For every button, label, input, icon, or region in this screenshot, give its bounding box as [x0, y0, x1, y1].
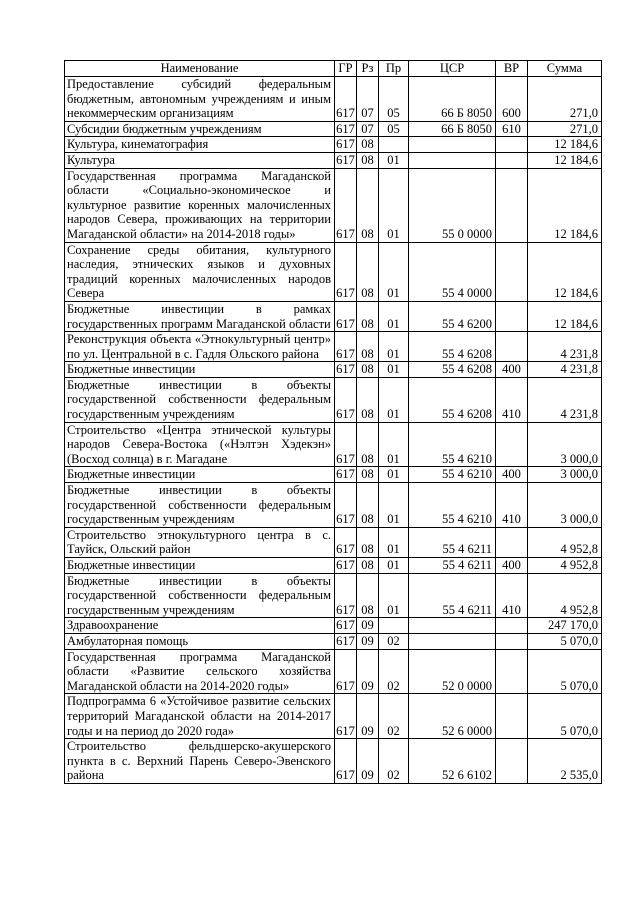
cell-rz: 09 — [357, 739, 379, 784]
cell-rz: 08 — [357, 483, 379, 528]
cell-sum: 5 070,0 — [528, 694, 602, 739]
cell-pr — [379, 137, 409, 153]
cell-gr: 617 — [336, 121, 355, 136]
cell-vr — [496, 152, 528, 168]
cell-csr: 55 4 6208 — [409, 377, 496, 422]
table-row — [65, 483, 602, 528]
cell-pr: 01 — [379, 573, 409, 618]
cell-gr: 617 — [335, 77, 357, 122]
cell-name: Амбулаторная помощь — [65, 633, 335, 649]
cell-sum: 3 000,0 — [528, 483, 602, 528]
table-row — [65, 377, 602, 422]
cell-name: Строительство этнокультурного центра в с. Тауйск, Ольский район — [65, 527, 335, 557]
cell-vr — [496, 137, 528, 153]
table-row — [65, 649, 602, 694]
cell-gr: 617 — [335, 332, 357, 362]
cell-gr: 617 — [336, 137, 355, 152]
cell-gr: 617 — [335, 483, 357, 528]
cell-name: Реконструкция объекта «Этнокультурный центр» по ул. Центральной в с. Гадля Ольского района — [65, 332, 335, 362]
cell-csr: 55 4 6210 — [409, 483, 496, 528]
table-row — [65, 152, 602, 168]
table-row — [65, 467, 602, 483]
cell-name: Бюджетные инвестиции — [65, 362, 335, 378]
cell-name: Строительство фельдшерско-акушерского пункта в с. Верхний Парень Северо-Эвенского района — [65, 739, 335, 784]
cell-name: Строительство «Центра этнической культуры народов Севера-Востока («Нэлтэн Хэдекэн» (Восход солнца) в г. Магадане — [65, 422, 335, 467]
cell-rz: 08 — [357, 301, 379, 331]
cell-vr — [496, 332, 528, 362]
cell-sum: 12 184,6 — [528, 242, 602, 301]
cell-rz: 08 — [357, 152, 379, 168]
cell-csr: 52 6 6102 — [409, 739, 496, 784]
header-vr: ВР — [496, 61, 528, 77]
cell-pr: 01 — [379, 483, 409, 528]
table-row — [65, 121, 602, 137]
cell-gr: 617 — [335, 573, 357, 618]
cell-pr: 01 — [379, 152, 409, 168]
table-row — [65, 301, 602, 331]
cell-sum: 5 070,0 — [528, 633, 602, 649]
cell-vr — [496, 618, 528, 634]
cell-csr: 55 4 6211 — [409, 573, 496, 618]
cell-name: Сохранение среды обитания, культурного наследия, этнических языков и духовных традиций коренных малочисленных народов Севера — [65, 242, 335, 301]
cell-csr: 66 Б 8050 — [409, 77, 496, 122]
cell-gr: 617 — [335, 168, 357, 242]
cell-name: Здравоохранение — [65, 618, 335, 634]
cell-gr: 617 — [336, 618, 355, 633]
cell-sum: 271,0 — [528, 77, 602, 122]
cell-name: Субсидии бюджетным учреждениям — [65, 121, 335, 137]
table-row — [65, 168, 602, 242]
cell-sum: 271,0 — [528, 121, 602, 137]
cell-sum: 4 231,8 — [528, 377, 602, 422]
cell-vr — [496, 527, 528, 557]
header-sum: Сумма — [528, 61, 602, 77]
cell-vr: 410 — [496, 377, 528, 422]
cell-sum: 3 000,0 — [528, 422, 602, 467]
cell-gr: 617 — [335, 422, 357, 467]
cell-gr: 617 — [335, 527, 357, 557]
cell-csr: 55 4 6208 — [409, 362, 496, 378]
cell-rz: 08 — [357, 137, 379, 153]
table-row — [65, 694, 602, 739]
table-row — [65, 573, 602, 618]
cell-csr: 55 4 6211 — [409, 558, 496, 574]
cell-csr: 55 4 6210 — [409, 467, 496, 483]
table-row — [65, 242, 602, 301]
cell-sum: 3 000,0 — [528, 467, 602, 483]
cell-vr — [496, 633, 528, 649]
cell-pr: 02 — [379, 649, 409, 694]
cell-vr: 400 — [496, 362, 528, 378]
cell-rz: 08 — [357, 527, 379, 557]
cell-gr: 617 — [335, 377, 357, 422]
cell-gr: 617 — [336, 152, 355, 167]
cell-vr: 400 — [496, 558, 528, 574]
cell-rz: 07 — [357, 77, 379, 122]
cell-vr — [496, 168, 528, 242]
cell-sum: 4 952,8 — [528, 558, 602, 574]
cell-vr: 400 — [496, 467, 528, 483]
cell-rz: 09 — [357, 694, 379, 739]
cell-vr — [496, 739, 528, 784]
cell-csr: 52 6 0000 — [409, 694, 496, 739]
header-gr: ГР — [335, 61, 357, 77]
cell-vr: 600 — [496, 77, 528, 122]
cell-csr: 55 4 6210 — [409, 422, 496, 467]
cell-pr: 02 — [379, 739, 409, 784]
cell-gr: 617 — [336, 633, 355, 648]
cell-pr: 01 — [379, 242, 409, 301]
cell-pr: 01 — [379, 558, 409, 574]
cell-pr: 01 — [379, 301, 409, 331]
cell-vr: 410 — [496, 483, 528, 528]
cell-rz: 08 — [357, 573, 379, 618]
cell-pr: 01 — [379, 332, 409, 362]
cell-name: Культура — [65, 152, 335, 168]
table-row — [65, 137, 602, 153]
cell-name: Бюджетные инвестиции — [65, 467, 335, 483]
cell-pr: 02 — [379, 633, 409, 649]
header-name: Наименование — [65, 61, 335, 77]
cell-sum: 4 231,8 — [528, 362, 602, 378]
table-row — [65, 77, 602, 122]
cell-vr: 610 — [496, 121, 528, 137]
cell-pr: 02 — [379, 694, 409, 739]
cell-sum: 4 952,8 — [528, 573, 602, 618]
cell-csr — [409, 152, 496, 168]
table-row — [65, 527, 602, 557]
cell-name: Бюджетные инвестиции в рамках государственных программ Магаданской области — [65, 301, 335, 331]
cell-name: Бюджетные инвестиции в объекты государственной собственности федеральным государственным учреждениям — [65, 483, 335, 528]
cell-sum: 12 184,6 — [528, 137, 602, 153]
cell-gr: 617 — [335, 649, 357, 694]
cell-csr — [409, 137, 496, 153]
cell-rz: 08 — [357, 242, 379, 301]
cell-gr: 617 — [335, 301, 357, 331]
table-row — [65, 558, 602, 574]
table-header-row — [65, 61, 602, 77]
cell-pr: 05 — [379, 77, 409, 122]
cell-vr: 410 — [496, 573, 528, 618]
cell-name: Бюджетные инвестиции в объекты государственной собственности федеральным государственным учреждениям — [65, 573, 335, 618]
header-pr: Пр — [379, 61, 409, 77]
cell-name: Государственная программа Магаданской области «Социально-экономическое и культурное развитие коренных малочисленных народов Севера, проживающих на территории Магаданской области» на 2014-2018 годы» — [65, 168, 335, 242]
table-row — [65, 422, 602, 467]
cell-csr: 55 4 0000 — [409, 242, 496, 301]
cell-rz: 09 — [357, 633, 379, 649]
table-row — [65, 362, 602, 378]
cell-name: Бюджетные инвестиции — [65, 558, 335, 574]
cell-name: Предоставление субсидий федеральным бюджетным, автономным учреждениям и иным некоммерческим организациям — [65, 77, 335, 122]
cell-sum: 4 231,8 — [528, 332, 602, 362]
cell-csr: 55 4 6211 — [409, 527, 496, 557]
cell-gr: 617 — [335, 739, 357, 784]
cell-csr — [409, 618, 496, 634]
cell-gr: 617 — [336, 558, 355, 572]
cell-sum: 4 952,8 — [528, 527, 602, 557]
cell-rz: 09 — [357, 618, 379, 634]
cell-csr — [409, 633, 496, 649]
cell-pr: 01 — [379, 168, 409, 242]
cell-pr: 01 — [379, 362, 409, 378]
cell-pr: 05 — [379, 121, 409, 137]
cell-name: Бюджетные инвестиции в объекты государственной собственности федеральным государственным учреждениям — [65, 377, 335, 422]
cell-name: Государственная программа Магаданской области «Развитие сельского хозяйства Магаданской области на 2014-2020 годы» — [65, 649, 335, 694]
cell-vr — [496, 301, 528, 331]
cell-rz: 08 — [357, 377, 379, 422]
cell-csr: 66 Б 8050 — [409, 121, 496, 137]
cell-name: Культура, кинематография — [65, 137, 335, 153]
cell-sum: 5 070,0 — [528, 649, 602, 694]
cell-rz: 07 — [357, 121, 379, 137]
cell-pr — [379, 618, 409, 634]
cell-rz: 09 — [357, 649, 379, 694]
cell-sum: 2 535,0 — [528, 739, 602, 784]
cell-sum: 12 184,6 — [528, 168, 602, 242]
cell-rz: 08 — [357, 558, 379, 574]
header-csr: ЦСР — [409, 61, 496, 77]
cell-pr: 01 — [379, 422, 409, 467]
cell-rz: 08 — [357, 422, 379, 467]
cell-rz: 08 — [357, 168, 379, 242]
budget-table — [64, 60, 602, 784]
cell-sum: 12 184,6 — [528, 152, 602, 168]
cell-name: Подпрограмма 6 «Устойчивое развитие сельских территорий Магаданской области на 2014-2017 годы и на период до 2020 года» — [65, 694, 335, 739]
table-row — [65, 332, 602, 362]
cell-pr: 01 — [379, 377, 409, 422]
cell-sum: 247 170,0 — [528, 618, 602, 634]
cell-vr — [496, 242, 528, 301]
cell-csr: 55 4 6208 — [409, 332, 496, 362]
cell-rz: 08 — [357, 467, 379, 483]
cell-gr: 617 — [335, 694, 357, 739]
cell-csr: 52 0 0000 — [409, 649, 496, 694]
table-row — [65, 633, 602, 649]
table-row — [65, 739, 602, 784]
cell-gr: 617 — [335, 242, 357, 301]
cell-rz: 08 — [357, 362, 379, 378]
header-rz: Рз — [357, 61, 379, 77]
cell-rz: 08 — [357, 332, 379, 362]
cell-csr: 55 0 0000 — [409, 168, 496, 242]
table-row — [65, 618, 602, 634]
cell-vr — [496, 422, 528, 467]
cell-gr: 617 — [336, 467, 355, 482]
cell-vr — [496, 694, 528, 739]
cell-sum: 12 184,6 — [528, 301, 602, 331]
cell-pr: 01 — [379, 467, 409, 483]
cell-vr — [496, 649, 528, 694]
cell-gr: 617 — [336, 362, 355, 377]
cell-pr: 01 — [379, 527, 409, 557]
cell-csr: 55 4 6200 — [409, 301, 496, 331]
